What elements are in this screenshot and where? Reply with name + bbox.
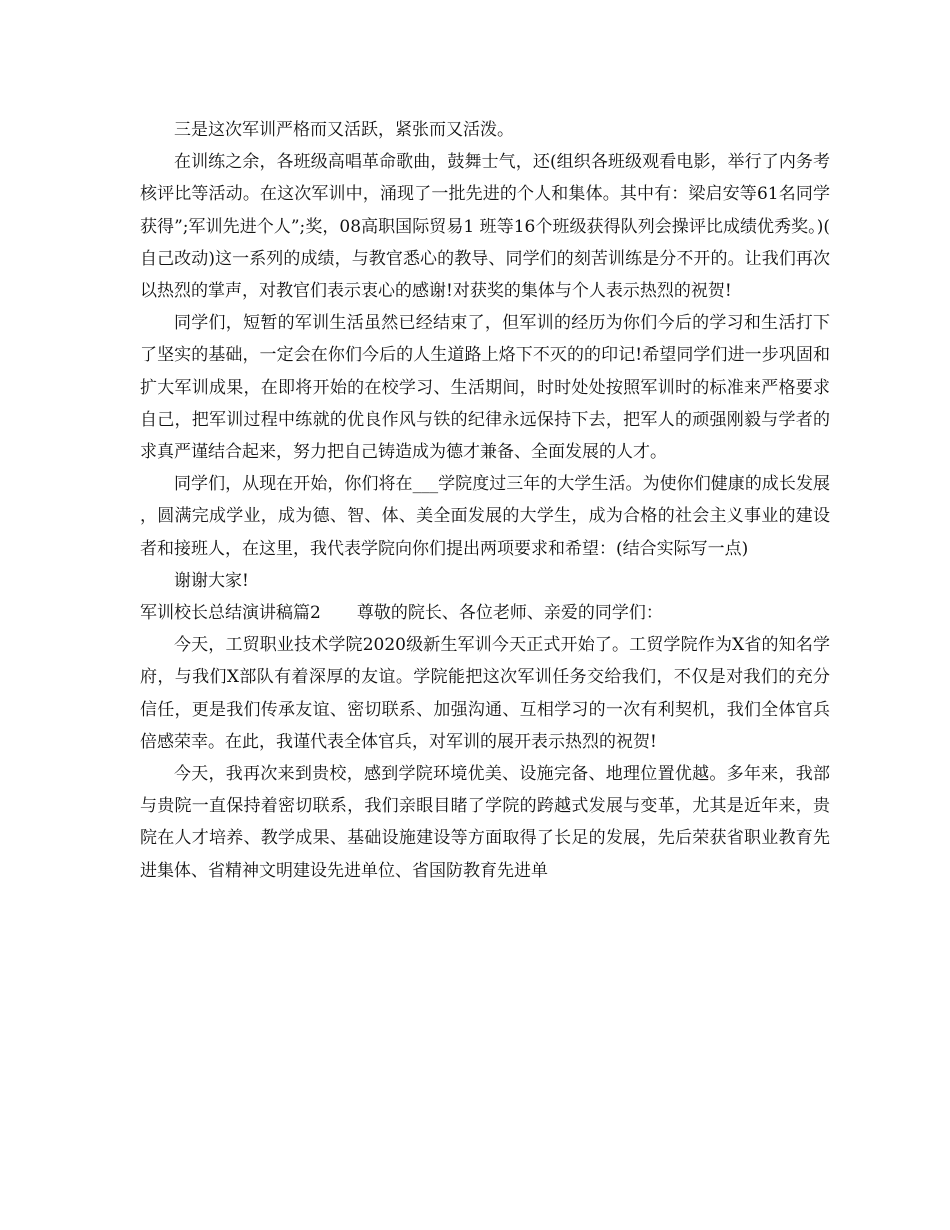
section-title: 军训校长总结演讲稿篇2 [140,603,321,624]
section-heading [140,597,830,629]
paragraph: 谢谢大家! [174,570,249,591]
document-page [140,114,830,887]
paragraph: 今天，工贸职业技术学院2020级新生军训今天正式开始了。工贸学院作为X省的知名学府，与我们X部队有着深厚的友谊。学院能把这次军训任务交给我们，不仅是对我们的充分信任，更是我们传承友谊、密切联系、加强沟通、互相学习的一次有利契机，我们全体官兵倍感荣幸。在此，我谨代表全体官兵，对军训的展开表示热烈的祝贺! [140,635,830,752]
paragraph: 在训练之余，各班级高唱革命歌曲，鼓舞士气，还(组织各班级观看电影，举行了内务考核评比等活动。在这次军训中，涌现了一批先进的个人和集体。其中有：梁启安等61名同学获得”;军训先进个人”;奖，08高职国际贸易1 班等16个班级获得队列会操评比成绩优秀奖。)(自己改动)这一系列的成绩，与教官悉心的教导、同学们的刻苦训练是分不开的。让我们再次以热烈的掌声，对教官们表示衷心的感谢!对获奖的集体与个人表示热烈的祝贺! [140,152,830,302]
paragraph: 同学们，短暂的军训生活虽然已经结束了，但军训的经历为你们今后的学习和生活打下了坚实的基础，一定会在你们今后的人生道路上烙下不灭的的印记!希望同学们进一步巩固和扩大军训成果，在即将开始的在校学习、生活期间，时时处处按照军训时的标准来严格要求自己，把军训过程中练就的优良作风与铁的纪律永远保持下去，把军人的顽强刚毅与学者的求真严谨结合起来，努力把自己铸造成为德才兼备、全面发展的人才。 [140,313,830,463]
paragraph: 三是这次军训严格而又活跃，紧张而又活泼。 [174,120,514,140]
salutation: 尊敬的院长、各位老师、亲爱的同学们： [356,603,663,624]
paragraph: 同学们，从现在开始，你们将在___学院度过三年的大学生活。为使你们健康的成长发展，圆满完成学业，成为德、智、体、美全面发展的大学生，成为合格的社会主义事业的建设者和接班人，在这里，我代表学院向你们提出两项要求和希望：(结合实际写一点) [140,474,830,559]
paragraph: 今天，我再次来到贵校，感到学院环境优美、设施完备、地理位置优越。多年来，我部与贵院一直保持着密切联系，我们亲眼目睹了学院的跨越式发展与变革，尤其是近年来，贵院在人才培养、教学成果、基础设施建设等方面取得了长足的发展，先后荣获省职业教育先进集体、省精神文明建设先进单位、省国防教育先进单 [140,764,830,881]
